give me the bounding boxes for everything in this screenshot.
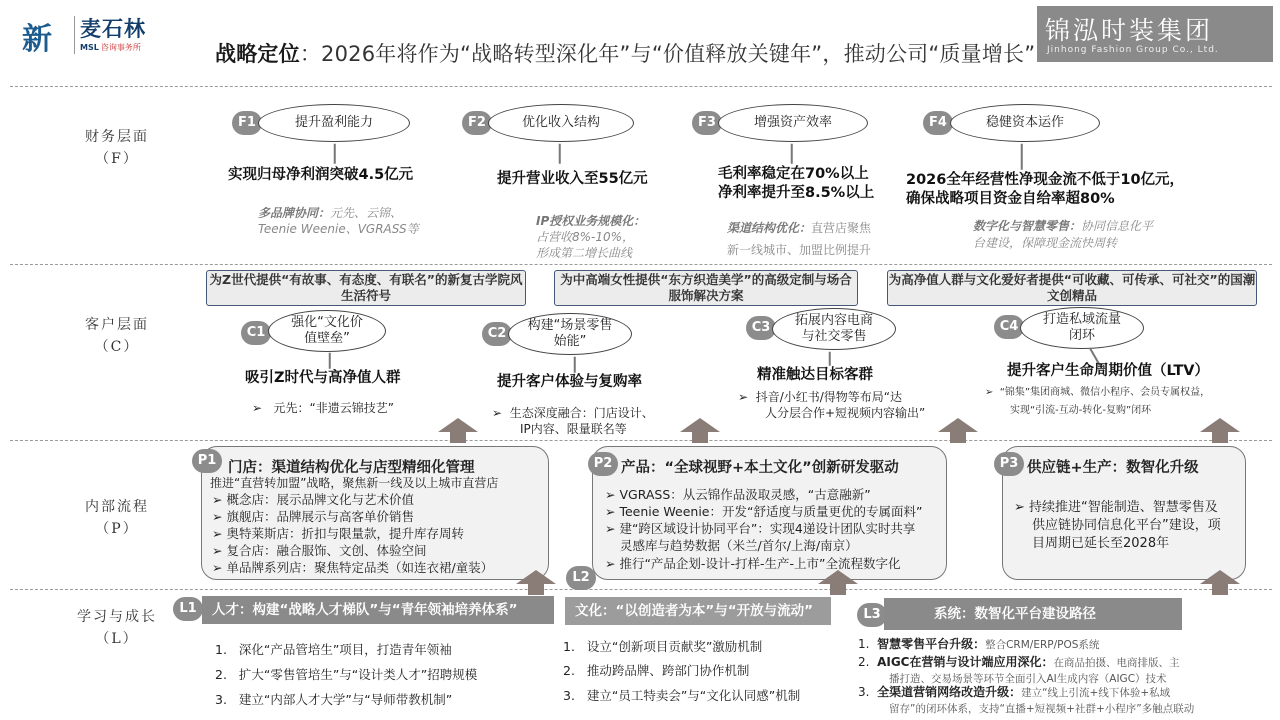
arrow-up-icon — [516, 570, 556, 594]
row-p-l2: （P） — [95, 521, 139, 537]
row-c-l2: （C） — [94, 339, 140, 355]
row-p-l1: 内部流程 — [85, 499, 149, 515]
l2-item-2: 2. 推动跨品牌、跨部门协作机制 — [563, 663, 750, 678]
l2-item-1: 1. 设立“创新项目贡献奖”激励机制 — [563, 639, 763, 654]
c3-connector — [829, 352, 831, 366]
l2-item-3: 3. 建立“员工特卖会”与“文化认同感”机制 — [563, 688, 801, 703]
c3-oval: 拓展内容电商与社交零售 — [772, 308, 896, 350]
p3-item-1: ➢ 持续推进“智能制造、智慧零售及 — [1014, 500, 1218, 515]
p3-item-3 — [1032, 535, 1169, 553]
l3-item-2: 2. AIGC在营销与设计端应用深化：在商品拍摄、电商排版、主 — [858, 655, 1180, 669]
l2-item-3-text: 建立“员工特卖会”与“文化认同感”机制 — [586, 688, 801, 703]
f2-goal: 提升营业收入至55亿元 — [497, 171, 648, 187]
f4-note-t: 协同信息化平 — [1081, 219, 1154, 233]
l3-item-3b — [889, 700, 1194, 718]
c3-goal: 精准触达目标客群 — [757, 367, 873, 383]
arrow-up-icon — [438, 418, 478, 442]
arrow-up-icon — [938, 418, 978, 442]
logo-mark-icon: 新 — [22, 22, 50, 57]
p1-item-3: ➢ 奥特莱斯店：折扣与限量款，提升库存周转 — [212, 526, 464, 541]
arrow-up-icon — [1200, 570, 1240, 594]
f4-goal-2: 确保战略项目资金自给率超80% — [906, 191, 1115, 207]
banner-collectors: 为高净值人群与文化爱好者提供“可收藏、可传承、可社交”的国潮文创精品 — [887, 270, 1257, 306]
l1-item-1: 1. 深化“产品管培生”项目，打造青年领袖 — [215, 642, 452, 657]
msl-logo — [22, 12, 172, 60]
arrow-up-icon — [818, 570, 858, 594]
l1-bar: 人才：构建“战略人才梯队”与“青年领袖培养体系” — [202, 596, 554, 624]
f4-note-1 — [973, 218, 1153, 234]
row-l-l1: 学习与成长 — [77, 609, 157, 625]
c2-bullet-1: ➢ 生态深度融合：门店设计、 — [492, 406, 654, 420]
p2-item-1-text: VGRASS：从云锦作品汲取灵感，“古意融新” — [619, 487, 871, 502]
logo-cn: 麦石林 — [80, 17, 146, 41]
l3-item-3-t: 建立“线上引流+线下体验+私域 — [1021, 687, 1171, 699]
l2-badge: L2 — [566, 566, 596, 590]
c3-bullet-1-text: 抖音/小红书/得物等布局“达 — [755, 390, 902, 404]
c1-badge: C1 — [241, 321, 271, 345]
c1-connector — [329, 353, 331, 369]
p1-item-1: ➢ 概念店：展示品牌文化与艺术价值 — [212, 492, 414, 507]
p2-item-1: ➢ VGRASS：从云锦作品汲取灵感，“古意融新” — [605, 487, 871, 502]
l2-bar: 文化：“以创造者为本”与“开放与流动” — [565, 597, 831, 625]
divider-top — [10, 86, 1272, 87]
l1-item-3-text: 建立“内部人才大学”与“导师带教机制” — [238, 692, 453, 707]
p3-item-2-text: 供应链协同信息化平台”建设，项 — [1032, 518, 1221, 533]
p2-title: 产品：“全球视野+本土文化”创新研发驱动 — [621, 460, 899, 476]
l3-item-2b-t: 播打造、交易场景等环节全面引入AI生成内容（AIGC）技术 — [889, 673, 1167, 685]
f2-note-1 — [536, 213, 645, 229]
f4-goal-1: 2026全年经营性净现金流不低于10亿元， — [906, 172, 1185, 188]
c2-badge: C2 — [482, 322, 512, 346]
f2-note-2 — [536, 229, 634, 245]
row-l-l2: （L） — [95, 631, 139, 647]
p3-item-3-text: 目周期已延长至2028年 — [1032, 536, 1170, 551]
f1-note-t: 元先、云锦、 — [330, 206, 403, 220]
p2-item-3b-text: 灵感库与趋势数据（米兰/首尔/上海/南京） — [620, 538, 858, 553]
f1-note-b: 多品牌协同： — [258, 206, 331, 220]
f4-oval: 稳健资本运作 — [950, 104, 1100, 142]
logo-divider — [74, 16, 75, 54]
f3-badge: F3 — [692, 111, 722, 135]
row-label-finance — [62, 126, 172, 170]
f1-note-2 — [258, 221, 419, 237]
c3-badge: C3 — [746, 316, 776, 340]
banner-z-gen: 为Z世代提供“有故事、有态度、有联名”的新复古学院风生活符号 — [206, 270, 526, 306]
divider-p-l — [10, 589, 1272, 590]
l1-item-2-text: 扩大“零售管培生”与“设计类人才”招聘规模 — [238, 667, 478, 682]
row-f-l1: 财务层面 — [85, 129, 149, 145]
c4-goal: 提升客户生命周期价值（LTV） — [1007, 363, 1209, 379]
banner-women: 为中高端女性提供“东方织造美学”的高级定制与场合服饰解决方案 — [554, 270, 858, 306]
c2-connector — [574, 357, 576, 373]
c4-bullet-2 — [1010, 403, 1151, 419]
l3-item-2-b: AIGC在营销与设计端应用深化： — [877, 655, 1054, 669]
c1-goal: 吸引Z时代与高净值人群 — [245, 370, 401, 386]
p2-badge: P2 — [588, 452, 618, 476]
f3-goal-2: 净利率提升至8.5%以上 — [718, 185, 875, 201]
c4-badge: C4 — [994, 315, 1024, 339]
divider-c-p — [10, 440, 1272, 441]
title-bold: 战略定位 — [215, 42, 300, 66]
arrow-up-icon — [680, 418, 720, 442]
f3-note-t: 直营店聚焦 — [811, 221, 872, 235]
f2-note-3t: 形成第二增长曲线 — [536, 246, 633, 260]
brand-logo — [1037, 6, 1273, 62]
l3-item-1-t: 整合CRM/ERP/POS系统 — [985, 639, 1100, 651]
f3-note-2t: 新一线城市、加盟比例提升 — [727, 243, 872, 257]
row-label-customer — [62, 314, 172, 358]
f1-note-1 — [258, 205, 402, 221]
p3-badge: P3 — [994, 452, 1024, 476]
p1-item-4-text: 复合店：融合服饰、文创、体验空间 — [226, 543, 427, 558]
brand-cn: 锦泓时装集团 — [1045, 16, 1214, 45]
p1-intro: 推进“直营转加盟”战略，聚焦新一线及以上城市直营店 — [210, 476, 499, 490]
l3-item-3-b: 全渠道营销网络改造升级： — [877, 685, 1022, 699]
p1-item-4: ➢ 复合店：融合服饰、文创、体验空间 — [212, 543, 427, 558]
p3-title: 供应链+生产：数智化升级 — [1027, 460, 1199, 476]
c3-bullet-2-text: 人分层合作+短视频内容输出” — [765, 406, 926, 420]
row-label-learning — [62, 606, 172, 650]
l1-badge: L1 — [173, 597, 203, 621]
c4-oval: 打造私域流量闭环 — [1020, 307, 1144, 349]
c2-bullet-2 — [520, 421, 627, 437]
l3-item-3b-t: 留存”的闭环体系，支持“直播+短视频+社群+小程序”多触点联动 — [889, 703, 1195, 715]
f1-oval: 提升盈利能力 — [258, 104, 410, 142]
logo-en-right: 咨询事务所 — [100, 43, 141, 52]
logo-en — [80, 42, 141, 53]
l1-item-3: 3. 建立“内部人才大学”与“导师带教机制” — [215, 692, 453, 707]
f4-note-2t: 台建设，保障现金流快周转 — [973, 236, 1118, 250]
l3-item-1-b: 智慧零售平台升级： — [877, 637, 986, 651]
c2-bullet-1-text: 生态深度融合：门店设计、 — [509, 406, 654, 420]
l2-item-1-text: 设立“创新项目贡献奖”激励机制 — [586, 639, 763, 654]
f2-note-3 — [536, 245, 632, 261]
f2-oval: 优化收入结构 — [488, 104, 634, 142]
row-label-process — [62, 496, 172, 540]
f2-note-b: IP授权业务规模化： — [536, 214, 646, 228]
l3-item-2-t: 在商品拍摄、电商排版、主 — [1053, 657, 1180, 669]
p2-item-3b — [620, 538, 858, 554]
logo-en-left: MSL — [80, 43, 99, 52]
arrow-up-icon — [1200, 418, 1240, 442]
f3-note-1 — [727, 220, 871, 236]
f1-note-2t: Teenie Weenie、VGRASS等 — [258, 222, 419, 236]
p1-item-1-text: 概念店：展示品牌文化与艺术价值 — [226, 492, 414, 507]
l2-item-2-text: 推动跨品牌、跨部门协作机制 — [586, 663, 750, 678]
p1-item-3-text: 奥特莱斯店：折扣与限量款，提升库存周转 — [226, 526, 464, 541]
l1-item-1-text: 深化“产品管培生”项目，打造青年领袖 — [238, 642, 452, 657]
f2-note-2t: 占营收8%-10%， — [536, 230, 635, 244]
p2-item-3: ➢ 建“跨区域设计协同平台”：实现4递设计团队实时共享 — [605, 521, 916, 536]
c2-goal: 提升客户体验与复购率 — [497, 374, 642, 390]
page-title — [215, 38, 1035, 68]
p2-item-3-text: 建“跨区域设计协同平台”：实现4递设计团队实时共享 — [619, 521, 916, 536]
brand-en: Jinhong Fashion Group Co., Ltd. — [1047, 45, 1219, 55]
f3-oval: 增强资产效率 — [718, 104, 868, 142]
row-c-l1: 客户层面 — [85, 317, 149, 333]
f3-goal-1: 毛利率稳定在70%以上 — [718, 166, 869, 182]
l3-badge: L3 — [857, 603, 887, 627]
p3-item-2 — [1032, 517, 1221, 535]
p1-item-2-text: 旗舰店：品牌展示与高客单价销售 — [226, 509, 414, 524]
p1-badge: P1 — [192, 449, 222, 473]
l3-item-3: 3. 全渠道营销网络改造升级：建立“线上引流+线下体验+私域 — [858, 685, 1171, 699]
l1-item-2: 2. 扩大“零售管培生”与“设计类人才”招聘规模 — [215, 667, 478, 682]
f1-connector — [334, 144, 336, 164]
f3-note-b: 渠道结构优化： — [727, 221, 812, 235]
p2-item-2: ➢ Teenie Weenie：开发“舒适度与质量更优的专属面料” — [605, 504, 923, 519]
c2-bullet-2-text: IP内容、限量联名等 — [520, 422, 627, 436]
c1-oval: 强化“文化价值壁垒” — [268, 310, 386, 352]
f2-connector — [559, 144, 561, 164]
c1-bullet-1-text: 元先：“非遗云锦技艺” — [273, 401, 394, 415]
p3-item-1-text: 持续推进“智能制造、智慧零售及 — [1029, 500, 1218, 515]
c3-bullet-2 — [765, 405, 925, 421]
c2-oval: 构建“场景零售始能” — [508, 313, 632, 355]
c4-bullet-1: ➢ “锦集”集团商城、微信小程序、会员专属权益， — [985, 387, 1211, 398]
f4-note-b: 数字化与智慧零售： — [973, 219, 1082, 233]
divider-f-c — [10, 264, 1272, 265]
p2-item-4-text: 推行“产品企划-设计-打样-生产-上市”全流程数字化 — [619, 556, 901, 571]
c4-bullet-1-text: “锦集”集团商城、微信小程序、会员专属权益， — [999, 387, 1211, 398]
title-rest: ：2026年将作为“战略转型深化年”与“价值释放关键年”，推动公司“质量增长” — [299, 42, 1036, 66]
p1-item-2: ➢ 旗舰店：品牌展示与高客单价销售 — [212, 509, 414, 524]
c1-bullet-1: ➢ 元先：“非遗云锦技艺” — [252, 401, 394, 415]
f3-connector — [791, 144, 793, 164]
row-f-l2: （F） — [95, 151, 139, 167]
l3-bar: 系统：数智化平台建设路径 — [884, 598, 1182, 630]
f4-badge: F4 — [923, 111, 953, 135]
p1-item-5-text: 单品牌系列店：聚焦特定品类（如连衣裙/童装） — [226, 560, 494, 575]
p2-item-2-text: Teenie Weenie：开发“舒适度与质量更优的专属面料” — [619, 504, 923, 519]
c3-bullet-1: ➢ 抖音/小红书/得物等布局“达 — [738, 390, 902, 404]
p1-title: 门店：渠道结构优化与店型精细化管理 — [228, 460, 475, 476]
f2-badge: F2 — [462, 111, 492, 135]
p1-item-5: ➢ 单品牌系列店：聚焦特定品类（如连衣裙/童装） — [212, 560, 494, 575]
p2-item-4: ➢ 推行“产品企划-设计-打样-生产-上市”全流程数字化 — [605, 556, 901, 571]
f3-note-2 — [727, 242, 871, 258]
c4-bullet-2-text: 实现“引流-互动-转化-复购”闭环 — [1010, 405, 1152, 416]
f1-goal: 实现归母净利润突破4.5亿元 — [228, 167, 414, 183]
f4-connector — [1021, 144, 1023, 170]
f1-badge: F1 — [232, 111, 262, 135]
l3-item-1: 1. 智慧零售平台升级：整合CRM/ERP/POS系统 — [858, 637, 1100, 651]
f4-note-2 — [973, 235, 1117, 251]
